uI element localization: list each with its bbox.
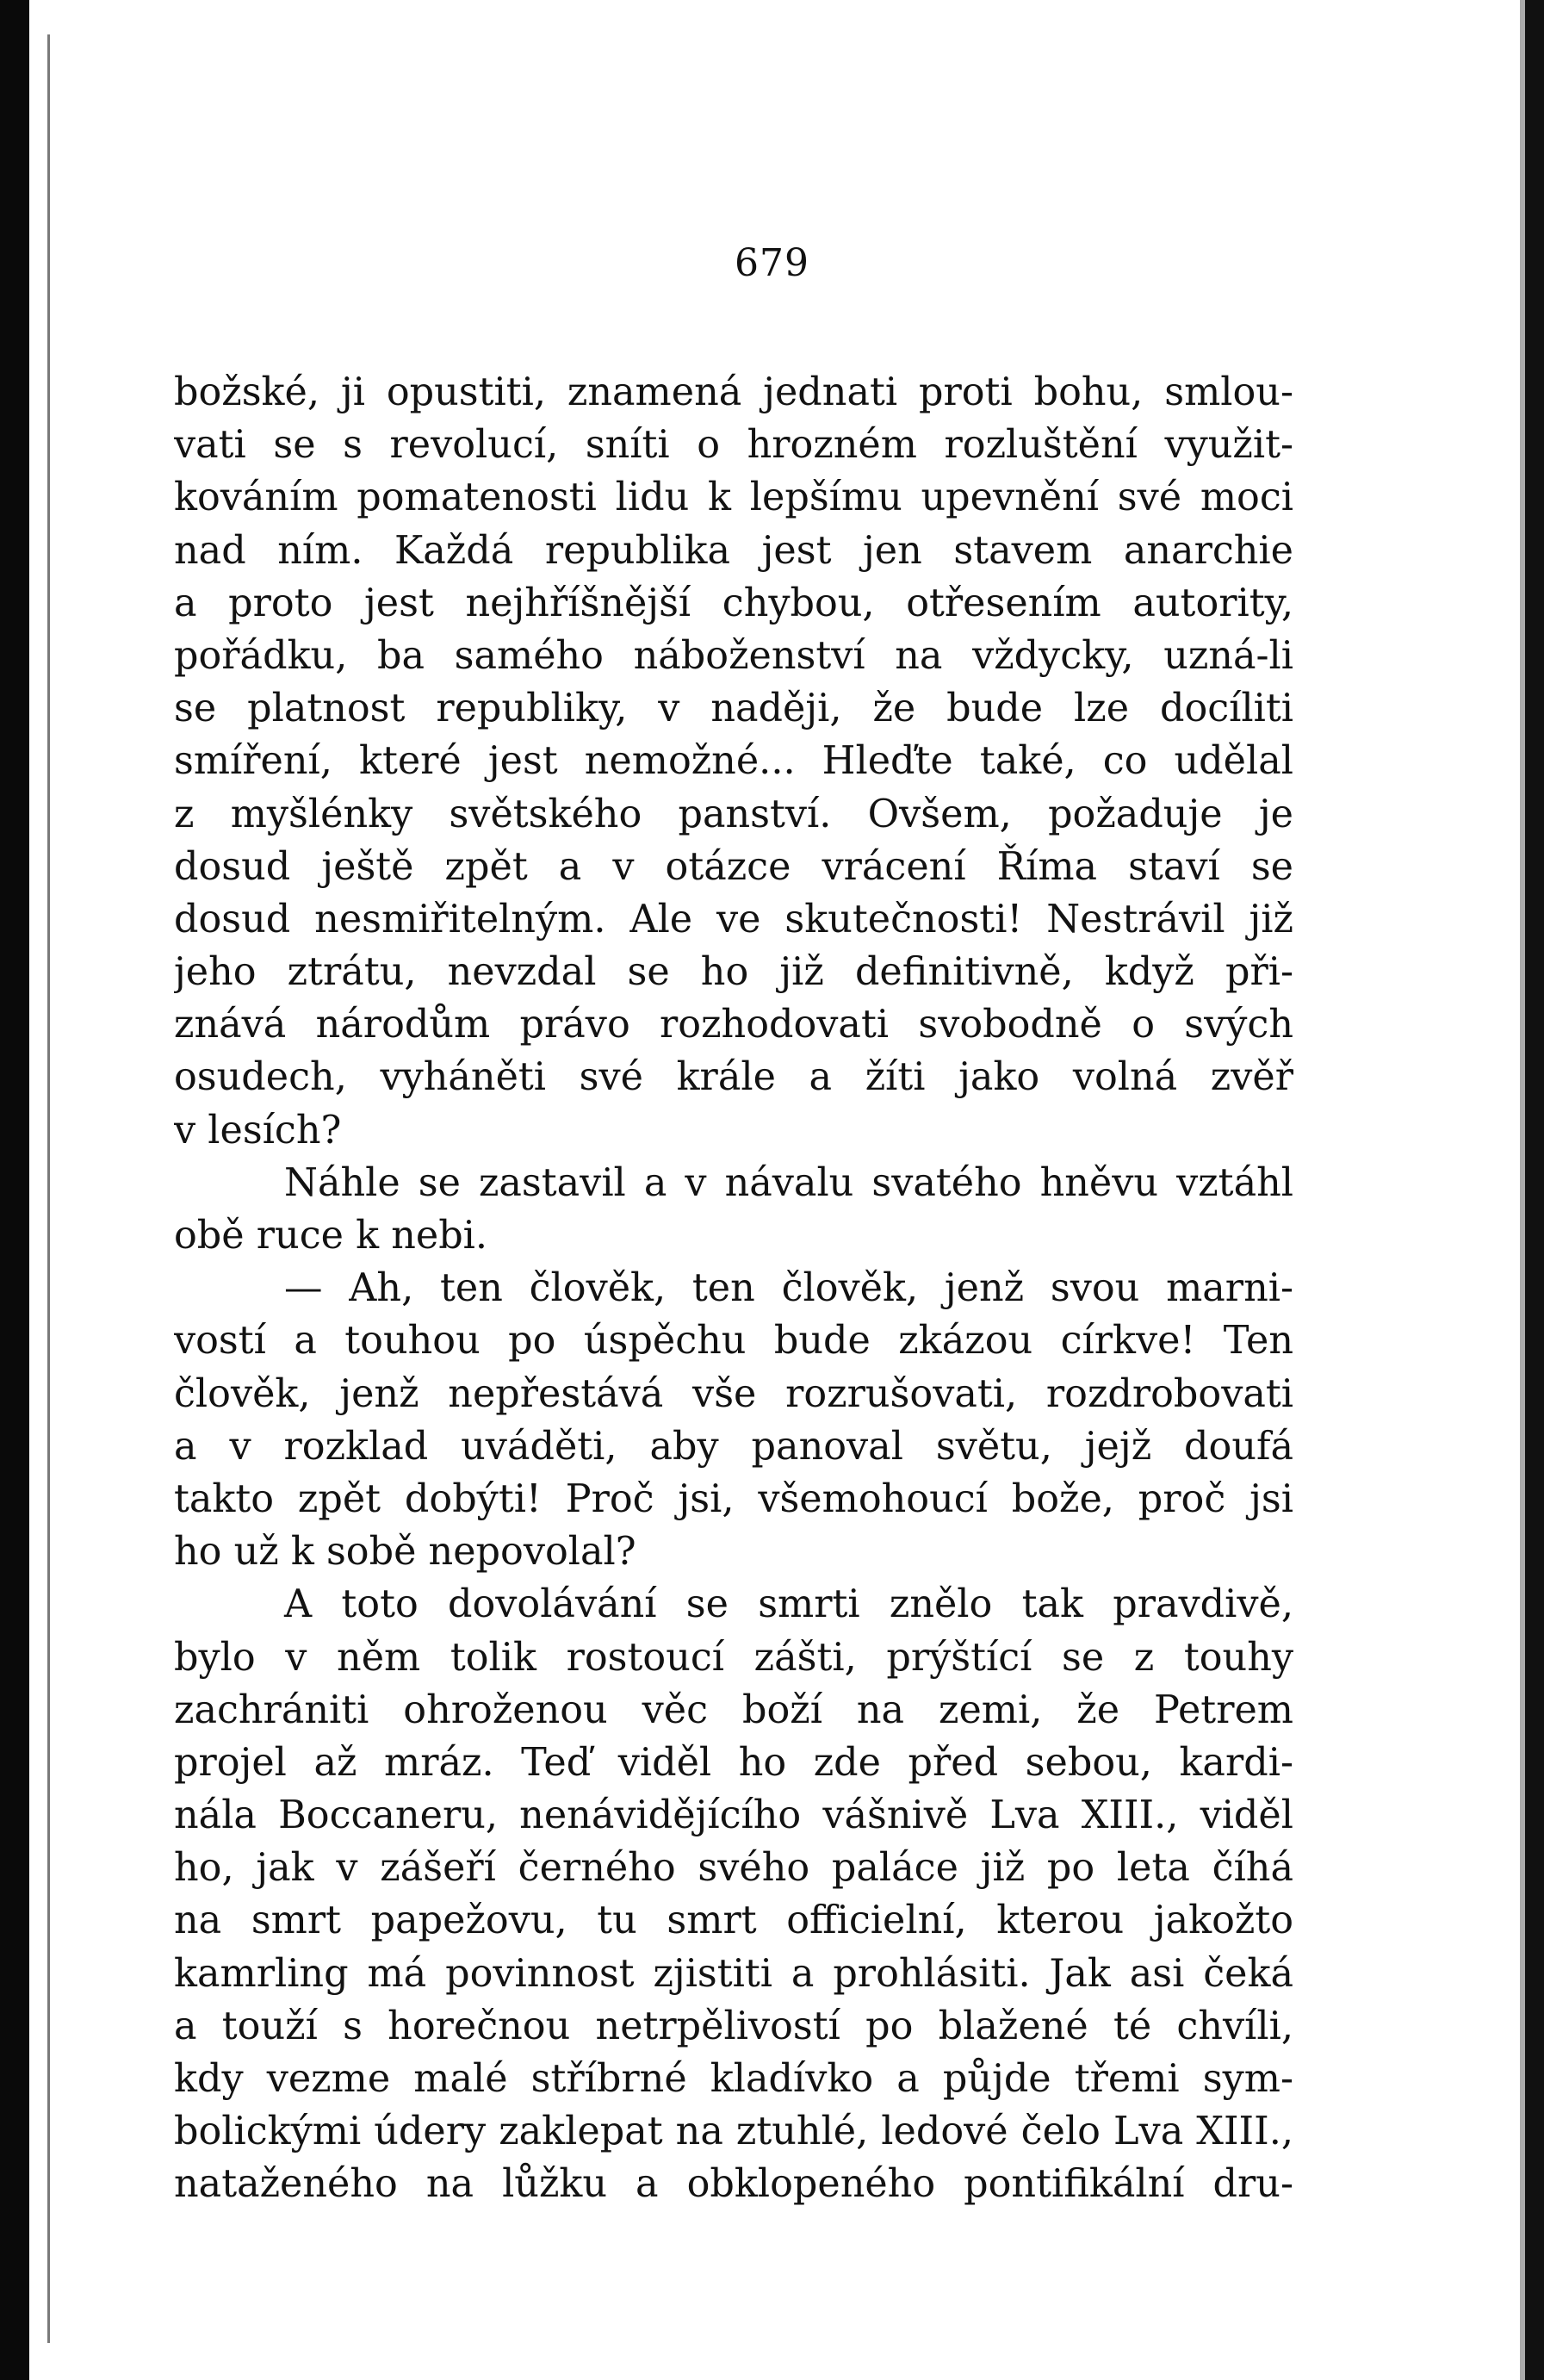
text-line: — Ah, ten člověk, ten člověk, jenž svou marni- [284, 1266, 1293, 1311]
text-line: jeho ztrátu, nevzdal se ho již definitivně, když při- [174, 950, 1293, 995]
left-scan-border [0, 0, 29, 2380]
text-line: obě ruce k nebi. [174, 1214, 488, 1258]
text-line: Náhle se zastavil a v návalu svatého hněvu vztáhl [284, 1160, 1293, 1205]
text-line: nad ním. Každá republika jest jen stavem anarchie [174, 528, 1293, 573]
text-line: a touží s horečnou netrpělivostí po blažené té chvíli, [174, 2004, 1293, 2048]
right-scan-border [1525, 0, 1544, 2380]
text-line: A toto dovolávání se smrti znělo tak pravdivě, [284, 1582, 1293, 1627]
text-line: dosud ještě zpět a v otázce vrácení Říma staví se [174, 844, 1293, 889]
text-line: na smrt papežovu, tu smrt officielní, kterou jakožto [174, 1898, 1293, 1943]
text-line: kdy vezme malé stříbrné kladívko a půjde třemi sym- [174, 2057, 1293, 2101]
text-line: smíření, které jest nemožné... Hleďte také, co udělal [174, 739, 1293, 784]
text-line: v lesích? [174, 1108, 342, 1153]
text-line: pořádku, ba samého náboženství na vždycky, uzná-li [174, 633, 1293, 678]
text-line: se platnost republiky, v naději, že bude lze docíliti [174, 687, 1293, 731]
text-line: ho už k sobě nepovolal? [174, 1530, 636, 1575]
text-line: osudech, vyháněti své krále a žíti jako volná zvěř [174, 1055, 1293, 1100]
left-binding-shadow [47, 34, 50, 2343]
text-line: a proto jest nejhříšnější chybou, otřesením autority, [174, 581, 1293, 625]
text-line: vati se s revolucí, sníti o hrozném rozluštění využit- [174, 423, 1293, 468]
text-line: vostí a touhou po úspěchu bude zkázou církve! Ten [174, 1319, 1293, 1364]
text-line: bolickými údery zaklepat na ztuhlé, ledové čelo Lva XIII., [174, 2110, 1293, 2154]
text-line: kováním pomatenosti lidu k lepšímu upevnění své moci [174, 475, 1293, 520]
text-line: bylo v něm tolik rostoucí zášti, prýštící se z touhy [174, 1635, 1293, 1680]
text-line: takto zpět dobýti! Proč jsi, všemohoucí bože, proč jsi [174, 1476, 1293, 1521]
text-line: člověk, jenž nepřestává vše rozrušovati, rozdrobovati [174, 1371, 1293, 1416]
text-body [174, 366, 1293, 2211]
text-line: zachrániti ohroženou věc boží na zemi, že Petrem [174, 1687, 1293, 1732]
text-line: ho, jak v zášeří černého svého paláce již po leta číhá [174, 1846, 1293, 1891]
text-line: nála Boccaneru, nenávidějícího vášnivě Lva XIII., viděl [174, 1793, 1293, 1838]
page-number: 679 [735, 241, 809, 285]
text-line: nataženého na lůžku a obklopeného pontifikální dru- [174, 2162, 1293, 2207]
text-line: znává národům právo rozhodovati svobodně o svých [174, 1003, 1293, 1047]
text-line: projel až mráz. Teď viděl ho zde před sebou, kardi- [174, 1740, 1293, 1785]
text-line: božské, ji opustiti, znamená jednati proti bohu, smlou- [174, 370, 1293, 414]
text-line: kamrling má povinnost zjistiti a prohlásiti. Jak asi čeká [174, 1951, 1293, 1996]
text-line: z myšlénky světského panství. Ovšem, požaduje je [174, 792, 1293, 836]
text-line: a v rozklad uváděti, aby panoval světu, jejž doufá [174, 1424, 1293, 1469]
text-line: dosud nesmiřitelným. Ale ve skutečnosti! Nestrávil již [174, 897, 1293, 941]
